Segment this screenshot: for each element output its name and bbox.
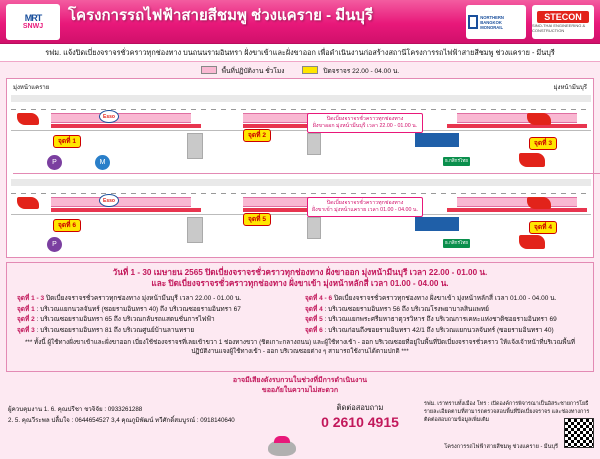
site-badge-4: จุดที่ 4: [529, 221, 557, 234]
map-station-block-bottom: [415, 217, 459, 231]
map-marker-left-top-icon: [17, 113, 39, 125]
map-workzone-1: [51, 113, 191, 123]
footer-right-text: รฟม. เราทราบทั้งเมือง โทร : เปิดองค์การพิจารณาเป็นอิสระชายการโยธี รายละเอียดตามที่สามารถตรวจสอบพื้นที่ปิดเบี่ยงจราจร และช่องทางการติดต่อสอบถามข้อมูลเพิ่มเติม: [424, 401, 590, 423]
site-badge-2: จุดที่ 2: [243, 129, 271, 142]
stecon-logo: [532, 5, 594, 39]
contact-call-block: [300, 402, 420, 430]
footer-contact-1: ผู้ควบคุมงาน 1. 6. คุณปรีชา ชวจิจัย : 0933261288: [8, 406, 143, 413]
map-lane-divider-bottom: [11, 193, 591, 194]
contact-call-number[interactable]: 0 2610 4915: [321, 414, 399, 430]
footer-notice-line1: อาจมีเสียงดังรบกวนในช่วงที่มีการดำเนินงาน: [232, 377, 368, 384]
callout-bottom-line2: ฝั่งขาเข้า มุ่งหน้าแคราย เวลา 01.00 - 04.00 น.: [312, 207, 418, 213]
header: [0, 0, 600, 44]
mascot-icon: [262, 436, 302, 458]
callout-top: [307, 113, 423, 133]
legend-swatch-pink-icon: [201, 66, 217, 74]
detail-item: [17, 305, 295, 315]
detail-item: [305, 326, 583, 336]
map-closure-strip-3: [447, 124, 587, 128]
mascot-hat-icon: [274, 436, 290, 443]
footer-contacts: [8, 404, 248, 426]
detail-item: [305, 294, 583, 304]
map-closure-strip-6: [51, 208, 201, 212]
legend-label-work-area: พื้นที่ปฏิบัติงาน ชั่วโมง: [221, 67, 285, 75]
mrt-logo: [6, 4, 60, 40]
detail-item-title: จุดที่ 5: [305, 316, 323, 323]
map-label-right-direction: มุ่งหน้ามีนบุรี: [553, 85, 587, 91]
map-building-1: [187, 133, 203, 159]
callout-bottom-line1: ปิดเบี่ยงจราจรชั่วคราวทุกช่องทาง: [326, 200, 404, 206]
map-building-3: [187, 217, 203, 243]
footer-social[interactable]: โครงการรถไฟฟ้าสายสีชมพู ช่วงแคราย - มีนบุรี: [444, 444, 558, 450]
detail-item: [17, 326, 295, 336]
detail-item-text: : บริเวณแยกพระศรีมหาธาตุวรวิหาร ถึง บริเวณการเคหะแห่งชาติซอยรามอินทรา 69: [324, 316, 557, 323]
footer-notice: [0, 376, 600, 396]
map-icon-marker-c: P: [47, 237, 62, 252]
legend-swatch-yellow-icon: [302, 66, 318, 74]
detail-item-text: : บริเวณก่อนถึงซอยรามอินทรา 42/1 ถึง บริเวณแยกนวลจันทร์ (ซอยรามอินทรา 40): [324, 326, 554, 334]
detail-item-title: จุดที่ 1 - 3: [17, 295, 45, 302]
detail-item: [305, 315, 583, 325]
map-workzone-4: [457, 197, 577, 207]
detail-item-text: : บริเวณซอยรามอินทรา 81 ถึง บริเวณศูนย์บ้านลานทราย: [36, 326, 195, 334]
map-marker-left-bottom-icon: [17, 197, 39, 209]
legend-label-closure: ปิดจราจร 22.00 - 04.00 น.: [323, 67, 400, 75]
traffic-diversion-map: [6, 78, 594, 258]
stecon-logo-text: STECON: [537, 11, 589, 23]
detail-item-title: จุดที่ 4 - 6: [305, 295, 333, 302]
detail-item: [305, 305, 583, 315]
landmark-bank-2: ธ.กสิกรไทย: [443, 239, 470, 248]
map-closure-strip-4: [447, 208, 587, 212]
detail-item-text: : บริเวณซอยรามอินทรา 56 ถึง บริเวณโรงพยาบาลสินแพทย์: [324, 305, 489, 313]
detail-item-text: ปิดเบี่ยงจราจรชั่วคราวทุกช่องทาง มุ่งหน้ามีนบุรี เวลา 22.00 - 01.00 น.: [45, 295, 242, 302]
site-badge-1: จุดที่ 1: [53, 135, 81, 148]
detail-item-title: จุดที่ 6: [305, 326, 323, 334]
detail-item-title: จุดที่ 1: [17, 305, 35, 313]
details-list: [7, 289, 593, 335]
footer-contact-2: 2. 5. คุณวีระพล ปลื้มใจ : 0644654527 3,4 คุณภูมิพัฒน์ ทวีศักดิ์สมบูรณ์ : 0918140640: [8, 417, 235, 424]
callout-top-line1: ปิดเบี่ยงจราจรชั่วคราวทุกช่องทาง: [326, 116, 404, 122]
detail-item: [17, 294, 295, 304]
map-marker-right-bottom-icon: [527, 197, 551, 209]
callout-top-line2: ฝั่งขาออก มุ่งหน้ามีนบุรี เวลา 22.00 - 01.00 น.: [312, 123, 418, 129]
map-marker-right-top-icon: [527, 113, 551, 125]
legend: [0, 62, 600, 78]
contact-call-title: ติดต่อสอบถาม: [336, 403, 384, 412]
details-note: *** ทั้งนี้ ผู้ใช้ทางฝั่งขาเข้าและฝั่งขาออก เบี่ยงใช้ช่องจราจรที่เลยเข้าขวา 1 ช่องทางขวา (ชิดเกาะกลางถนน) และผู้ใช้ทางเข้า - ออก บริเวณซอยที่อยู่ในพื้นที่ปิดเบี่ยงจราจรชั่วคราว ให้แจ้งเจ้าหน้าที่บริเวณพื้นที่ปฏิบัติงานแจงผู้ใช้ทางเข้า - ออก บริเวณซอยต่าง ๆ สามารถใช้งานได้ตามปกติ ***: [24, 339, 576, 355]
detail-item-title: จุดที่ 3: [17, 326, 35, 334]
mrt-logo-name: SNWJ: [22, 22, 44, 30]
details-heading-line2: และ ปิดเบี่ยงจราจรชั่วคราวทุกช่องทาง ฝั่งขาเข้า มุ่งหน้าหลักสี่ เวลา 01.00 - 04.00 น.: [151, 279, 449, 288]
legend-item-work-area: [201, 65, 285, 76]
footer: [0, 374, 600, 459]
callout-bottom: [307, 197, 423, 217]
detail-item: [17, 315, 295, 325]
map-icon-marker-a: P: [47, 155, 62, 170]
site-badge-3: จุดที่ 3: [529, 137, 557, 150]
map-marker-temple-top-icon: [519, 153, 545, 167]
map-building-2: [307, 133, 321, 155]
map-building-4: [307, 217, 321, 239]
announcement-bar: รฟม. แจ้งปิดเบี่ยงจราจรชั่วคราวทุกช่องทาง บนถนนรามอินทรา ฝั่งขาเข้าและฝั่งขาออก เพื่อดำเนินงานก่อสร้างสถานีโครงการรถไฟฟ้าสายสีชมพู ช่วงแคราย - มีนบุรี: [0, 44, 600, 62]
landmark-bank-1: ธ.กสิกรไทย: [443, 157, 470, 166]
map-icon-marker-b: M: [95, 155, 110, 170]
map-workzone-3: [457, 113, 577, 123]
legend-item-closure: [302, 65, 399, 76]
map-lane-bottom-outer: [11, 179, 591, 186]
map-marker-temple-bottom-icon: [519, 235, 545, 249]
map-lane-top-outer: [11, 95, 591, 102]
landmark-esso-1: Esso: [99, 110, 119, 123]
detail-item-text: ปิดเบี่ยงจราจรชั่วคราวทุกช่องทาง ฝั่งขาเข้า มุ่งหน้าหลักสี่ เวลา 01.00 - 04.00 น.: [333, 295, 557, 302]
northern-bangkok-monorail-logo: [466, 5, 526, 39]
map-lane-divider-top: [11, 109, 591, 110]
footer-notice-line2: ขออภัยในความไม่สะดวก: [261, 387, 339, 394]
details-heading-line1: วันที่ 1 - 30 เมษายน 2565 ปิดเบี่ยงจราจรชั่วคราวทุกช่องทาง ฝั่งขาออก มุ่งหน้ามีนบุรี เวลา 22.00 - 01.00 น.: [112, 268, 488, 277]
detail-item-title: จุดที่ 4: [305, 305, 323, 313]
site-badge-5: จุดที่ 5: [243, 213, 271, 226]
map-station-block-top: [415, 133, 459, 147]
nbm-logo-text: NORTHERN BANGKOK MONORAIL: [480, 14, 504, 30]
detail-item-text: : บริเวณซอยรามอินทรา 65 ถึง บริเวณกลับรถแสตนชั่นการไฟฟ้า: [36, 316, 215, 323]
page-title: โครงการรถไฟฟ้าสายสีชมพู ช่วงแคราย - มีนบุรี: [68, 7, 373, 24]
site-badge-6: จุดที่ 6: [53, 219, 81, 232]
map-label-left-direction: มุ่งหน้าแคราย: [13, 85, 50, 91]
qr-code-icon[interactable]: [564, 418, 594, 448]
map-workzone-6: [51, 197, 191, 207]
details-panel: [6, 262, 594, 372]
mrt-logo-symbol: MRT: [24, 12, 42, 23]
detail-item-text: : บริเวณแยกนวลจันทร์ (ซอยรามอินทรา 40) ถึง บริเวณซอยรามอินทรา 67: [36, 305, 241, 313]
map-closure-strip-1: [51, 124, 201, 128]
map-divider: [13, 173, 600, 174]
detail-item-title: จุดที่ 2: [17, 316, 35, 323]
landmark-esso-2: Esso: [99, 194, 119, 207]
nbm-mark-icon: [468, 15, 478, 29]
stecon-logo-sub: SINO-THAI ENGINEERING & CONSTRUCTION: [532, 23, 586, 33]
